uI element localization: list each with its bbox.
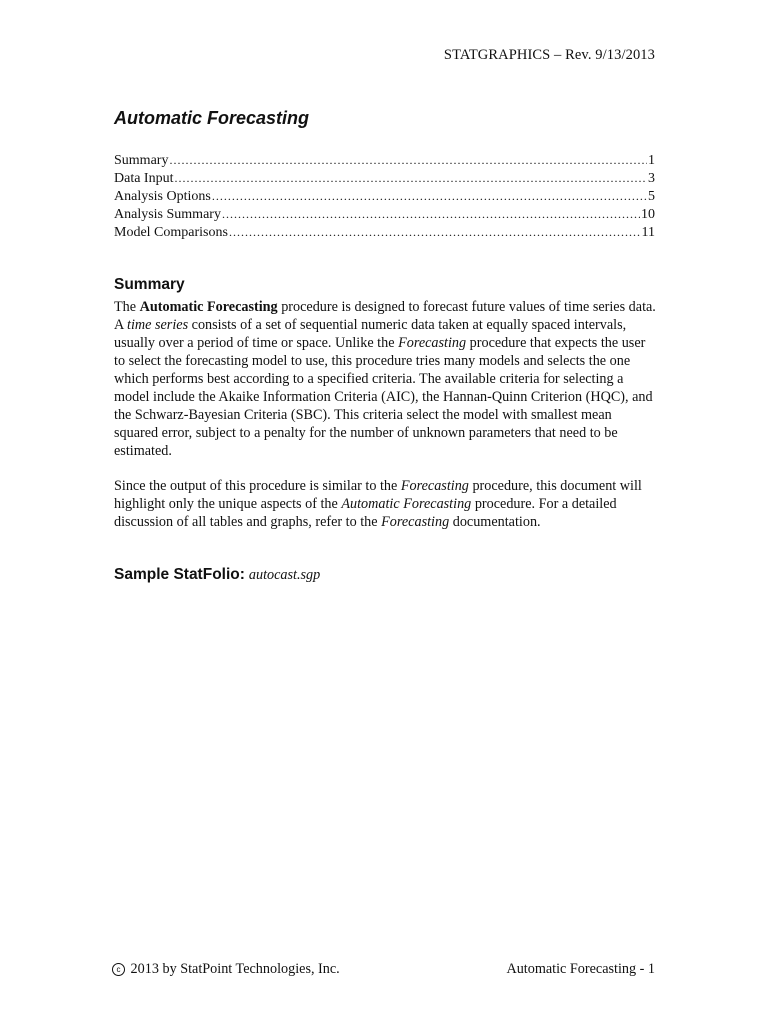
- text-run: The: [114, 299, 140, 315]
- toc-entry-page: 11: [641, 225, 655, 240]
- toc-entry-page: 1: [648, 153, 655, 168]
- toc-entry-label: Summary: [114, 153, 169, 168]
- toc-entry-label: Model Comparisons: [114, 225, 228, 240]
- text-run: documentation.: [449, 514, 541, 530]
- text-run: procedure. For a detailed discussion of all tables and graphs, refer to the: [114, 496, 617, 530]
- document-title: Automatic Forecasting: [114, 108, 310, 128]
- toc-entry-analysis-summary[interactable]: [114, 205, 655, 223]
- italic-text-run: Forecasting: [381, 514, 450, 530]
- toc-dot-leader: [174, 169, 647, 187]
- page-header: STATGRAPHICS – Rev. 9/13/2013: [443, 47, 655, 63]
- toc-dot-leader: [212, 187, 647, 205]
- text-run: procedure, this document will highlight only the unique aspects of the: [114, 478, 642, 512]
- italic-text-run: Forecasting: [400, 478, 469, 494]
- toc-entry-label: Data Input: [114, 171, 174, 186]
- toc-entry-analysis-options[interactable]: [114, 187, 655, 205]
- toc-entry-label: Analysis Summary: [114, 207, 221, 222]
- toc-entry-model-comparisons[interactable]: [114, 223, 655, 241]
- sample-statfolio-label: Sample StatFolio:: [114, 566, 245, 583]
- italic-text-run: time series: [127, 317, 189, 333]
- footer-copyright-text: 2013 by StatPoint Technologies, Inc.: [130, 961, 340, 977]
- sample-statfolio-file[interactable]: autocast.sgp: [248, 567, 321, 583]
- text-run: procedure that expects the user to select the forecasting model to use, this procedure tries many models and selects the one which performs best according to a specified criteria. The available criteria for selecting a model include the Akaike Information Criteria (AIC), the Hannan-Quinn Criterion (HQC), and the Schwarz-Bayesian Criteria (SBC). This criteria select the model with smallest mean squared error, subject to a penalty for the number of unknown parameters that need to be estimated.: [114, 335, 653, 459]
- sample-statfolio: [114, 566, 320, 584]
- toc-dot-leader: [222, 205, 640, 223]
- text-run: procedure is designed to forecast future values of time series data. A: [114, 299, 656, 333]
- toc-entry-page: 3: [648, 171, 655, 186]
- text-run: Since the output of this procedure is similar to the: [114, 478, 401, 494]
- toc-entry-label: Analysis Options: [114, 189, 211, 204]
- italic-text-run: Forecasting: [398, 335, 467, 351]
- footer-copyright: [112, 961, 340, 978]
- toc-entry-data-input[interactable]: [114, 169, 655, 187]
- summary-paragraph-2: [114, 477, 659, 531]
- text-run: consists of a set of sequential numeric data taken at equally spaced intervals, usually over a period of time or space. Unlike the: [114, 317, 627, 351]
- italic-text-run: Automatic Forecasting: [341, 496, 472, 512]
- bold-text-run: Automatic Forecasting: [139, 299, 278, 315]
- copyright-icon: c: [112, 963, 125, 976]
- toc-dot-leader: [229, 223, 641, 241]
- toc-dot-leader: [169, 151, 647, 169]
- footer-page-label: Automatic Forecasting - 1: [506, 961, 655, 977]
- toc-entry-page: 5: [648, 189, 655, 204]
- summary-heading: Summary: [114, 276, 185, 293]
- table-of-contents: [114, 151, 655, 241]
- summary-paragraph-1: [114, 298, 659, 460]
- toc-entry-summary[interactable]: [114, 151, 655, 169]
- toc-entry-page: 10: [641, 207, 655, 222]
